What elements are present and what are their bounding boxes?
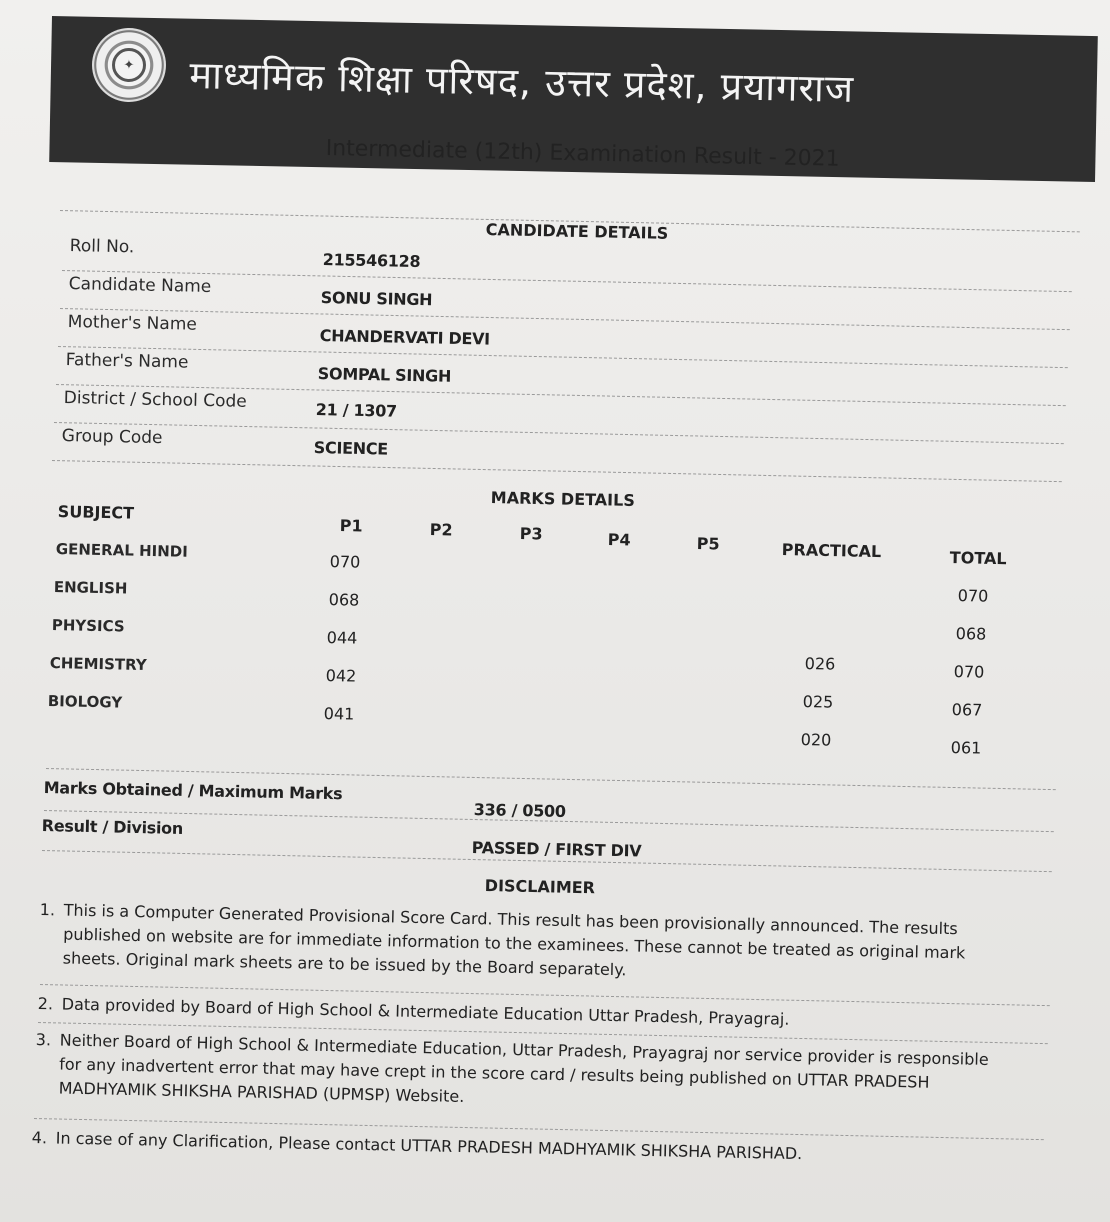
- col-p1: P1: [339, 516, 363, 536]
- subject-name: CHEMISTRY: [49, 654, 147, 675]
- marks-details-heading: MARKS DETAILS: [490, 488, 636, 511]
- father-name-value: SOMPAL SINGH: [317, 364, 452, 386]
- col-p5: P5: [696, 534, 720, 554]
- result-division-value: PASSED / FIRST DIV: [471, 838, 642, 861]
- col-p3: P3: [519, 524, 543, 544]
- p1-mark: 042: [325, 666, 357, 686]
- candidate-name-label: Candidate Name: [68, 274, 212, 297]
- group-code-label: Group Code: [61, 426, 163, 449]
- col-total: TOTAL: [949, 548, 1007, 569]
- district-school-code-label: District / School Code: [63, 388, 247, 412]
- practical-mark: 025: [802, 692, 834, 712]
- p1-mark: 044: [326, 628, 358, 648]
- result-division-label: Result / Division: [41, 816, 184, 838]
- board-name-hindi: माध्यमिक शिक्षा परिषद, उत्तर प्रदेश, प्रयागराज: [188, 52, 855, 111]
- exam-title: Intermediate (12th) Examination Result - 2021: [325, 136, 840, 172]
- p1-mark: 041: [323, 704, 355, 724]
- disclaimer-item: 3. Neither Board of High School & Intermediate Education, Uttar Pradesh, Prayagraj nor service provider is responsible for any inadvertent error that may have crept in the score card / results being published on UTTAR PRADESH MADHYAMIK SHIKSHA PARISHAD (UPMSP) Website.: [35, 1029, 989, 1106]
- candidate-name-value: SONU SINGH: [320, 288, 433, 310]
- disclaimer-item: 4. In case of any Clarification, Please contact UTTAR PRADESH MADHYAMIK SHIKSHA PARISHAD.: [31, 1127, 803, 1164]
- disclaimer-item: 1. This is a Computer Generated Provisional Score Card. This result has been provisionally announced. The results published on website are for immediate information to the examinees. These cannot be treated as original mark sheets. Original mark sheets are to be issued by the Board separately.: [39, 899, 966, 980]
- practical-mark: 020: [800, 730, 832, 750]
- col-subject: SUBJECT: [57, 502, 135, 523]
- p1-mark: 070: [329, 552, 361, 572]
- marks-obtained-label: Marks Obtained / Maximum Marks: [43, 778, 343, 804]
- subject-name: BIOLOGY: [47, 692, 123, 712]
- col-p2: P2: [429, 520, 453, 540]
- marks-obtained-value: 336 / 0500: [473, 800, 566, 821]
- mother-name-value: CHANDERVATI DEVI: [319, 326, 491, 349]
- disclaimer-heading: DISCLAIMER: [484, 876, 596, 898]
- total-mark: 068: [955, 624, 987, 644]
- subject-name: GENERAL HINDI: [55, 540, 189, 561]
- district-school-code-value: 21 / 1307: [315, 400, 398, 421]
- total-mark: 067: [951, 700, 983, 720]
- disclaimer-item: 2. Data provided by Board of High School & Intermediate Education Uttar Pradesh, Prayagraj.: [37, 993, 790, 1029]
- total-mark: 070: [957, 586, 989, 606]
- total-mark: 070: [953, 662, 985, 682]
- roll-no-value: 215546128: [322, 250, 421, 272]
- total-mark: 061: [950, 738, 982, 758]
- divider: [52, 460, 1062, 482]
- father-name-label: Father's Name: [65, 350, 189, 373]
- divider: [58, 346, 1068, 368]
- subject-name: ENGLISH: [53, 578, 128, 598]
- col-practical: PRACTICAL: [781, 540, 882, 562]
- subject-name: PHYSICS: [51, 616, 125, 636]
- divider: [62, 270, 1072, 292]
- divider: [60, 308, 1070, 330]
- divider: [54, 422, 1064, 444]
- p1-mark: 068: [328, 590, 360, 610]
- mother-name-label: Mother's Name: [67, 312, 198, 335]
- roll-no-label: Roll No.: [69, 236, 135, 258]
- seal-emblem-icon: ✦: [112, 48, 146, 82]
- group-code-value: SCIENCE: [313, 438, 389, 459]
- practical-mark: 026: [804, 654, 836, 674]
- candidate-details-heading: CANDIDATE DETAILS: [485, 220, 669, 243]
- col-p4: P4: [607, 530, 631, 550]
